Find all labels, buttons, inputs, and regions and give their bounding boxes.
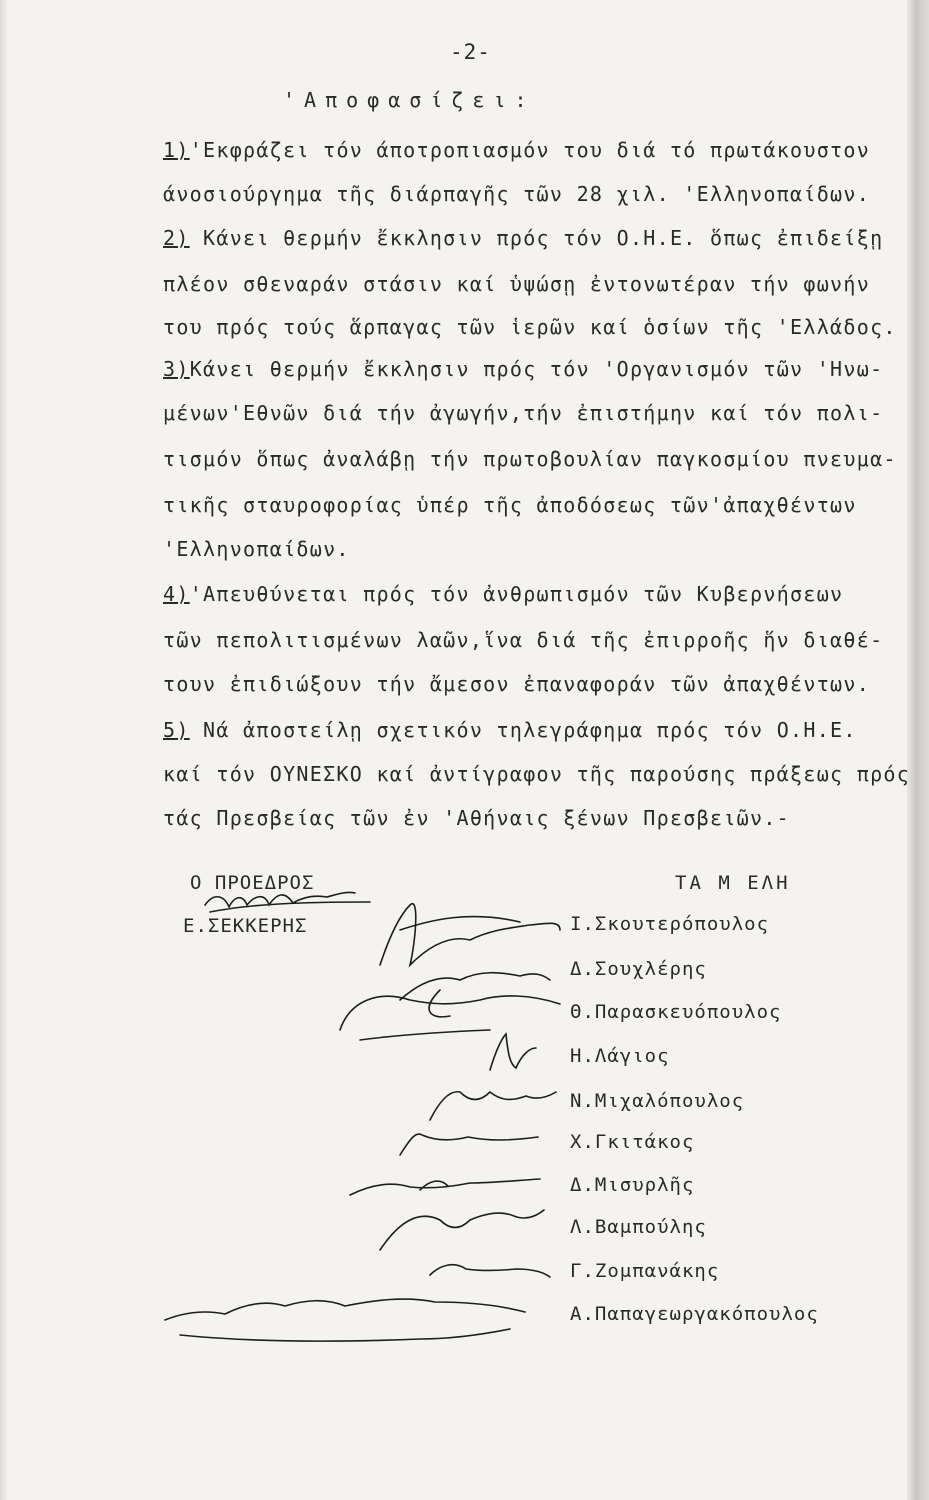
signature-michalopoulos	[430, 1092, 556, 1120]
signature-misyrlis	[350, 1179, 540, 1195]
page-edge-left	[0, 0, 8, 1500]
signature-vampoulis	[380, 1210, 544, 1250]
member-name: Η.Λάγιος	[570, 1045, 670, 1067]
body-line	[163, 718, 857, 742]
member-name: Χ.Γκιτάκος	[570, 1131, 695, 1153]
body-line	[163, 357, 883, 381]
member-name: Ν.Μιχαλόπουλος	[570, 1090, 745, 1112]
line-text: πλέον σθεναράν στάσιν καί ὑψώσῃ ἐντονωτέραν τήν φωνήν	[163, 272, 871, 296]
line-text: καί τόν ΟΥΝΕΣΚΟ καί ἀντίγραφον τῆς παρούσης πράξεως πρός	[163, 762, 911, 786]
body-line	[163, 272, 870, 296]
signature-president	[205, 892, 370, 912]
signature-skouteropoulos	[380, 904, 560, 965]
signature-papageorgakopoulos	[165, 1299, 525, 1341]
member-name: Θ.Παρασκευόπουλος	[570, 1001, 782, 1023]
president-title: Ο ΠΡΟΕΔΡΟΣ	[190, 872, 315, 894]
body-line	[163, 672, 870, 696]
line-text: 'Απευθύνεται πρός τόν ἀνθρωπισμόν τῶν Κυβερνήσεων	[189, 582, 844, 606]
member-name: Δ.Σουχλέρης	[570, 958, 707, 980]
page-edge-right	[907, 0, 929, 1500]
body-line	[163, 226, 883, 250]
line-text: Νά ἀποστείλῃ σχετικόν τηλεγράφημα πρός τόν Ο.Η.Ε.	[189, 718, 857, 742]
body-line	[163, 537, 350, 561]
line-text: τισμόν ὅπως ἀναλάβῃ τήν πρωτοβουλίαν παγκοσμίου πνευμα-	[163, 447, 897, 471]
line-text: 'Εκφράζει τόν άποτροπιασμόν του διά τό πρωτάκουστον	[189, 138, 871, 162]
line-text: μένων'Εθνῶν διά τήν ἀγωγήν,τήν ἐπιστήμην καί τόν πολι-	[163, 401, 884, 425]
president-name: Ε.ΣΕΚΚΕΡΗΣ	[183, 915, 308, 937]
signature-souchleris	[400, 973, 550, 1017]
body-line	[163, 401, 883, 425]
line-text: Κάνει θερμήν ἔκκλησιν πρός τόν Ο.Η.Ε. ὅπως ἐπιδείξῃ	[189, 226, 884, 250]
body-line	[163, 493, 857, 517]
line-text: 'Ελληνοπαίδων.	[163, 537, 350, 561]
decision-heading: 'Αποφασίζει:	[283, 88, 536, 112]
line-text: άνοσιούργημα τῆς διάρπαγῆς τῶν 28 χιλ. 'Ελληνοπαίδων.	[163, 182, 871, 206]
member-name: Δ.Μισυρλῆς	[570, 1174, 695, 1196]
body-line	[163, 447, 897, 471]
item-number: 4)	[163, 582, 190, 606]
body-line	[163, 582, 843, 606]
signature-zompanakis	[430, 1265, 550, 1277]
line-text: τάς Πρεσβείας τῶν ἐν 'Αθήναις ξένων Πρεσβειῶν.-	[163, 806, 791, 830]
item-number: 2)	[163, 226, 190, 250]
signature-gkitakos	[400, 1134, 538, 1155]
line-text: Κάνει θερμήν ἔκκλησιν πρός τόν 'Οργανισμόν τῶν 'Ηνω-	[189, 357, 884, 381]
body-line	[163, 138, 870, 162]
body-line	[163, 628, 883, 652]
page-number: -2-	[450, 40, 491, 64]
body-line	[163, 806, 790, 830]
signature-paraskevopoulos	[340, 996, 560, 1040]
line-text: τουν ἐπιδιώξουν τήν ἄμεσον ἐπαναφοράν τῶν ἀπαχθέντων.	[163, 672, 871, 696]
member-name: Γ.Ζομπανάκης	[570, 1260, 720, 1282]
member-name: Ι.Σκουτερόπουλος	[570, 913, 770, 935]
body-line	[163, 182, 870, 206]
member-name: Α.Παπαγεωργακόπουλος	[570, 1303, 819, 1325]
item-number: 5)	[163, 718, 190, 742]
body-line	[163, 315, 897, 339]
item-number: 1)	[163, 138, 190, 162]
line-text: του πρός τούς ἅρπαγας τῶν ἱερῶν καί ὁσίων τῆς 'Ελλάδος.	[163, 315, 897, 339]
item-number: 3)	[163, 357, 190, 381]
signature-lagios	[490, 1034, 536, 1070]
body-line	[163, 762, 910, 786]
members-title: ΤΑ Μ ΕΛΗ	[675, 872, 791, 894]
member-name: Λ.Βαμπούλης	[570, 1216, 707, 1238]
line-text: τικῆς σταυροφορίας ὑπέρ τῆς ἀποδόσεως τῶν'ἀπαχθέντων	[163, 493, 857, 517]
line-text: τῶν πεπολιτισμένων λαῶν,ἵνα διά τῆς ἐπιρροῆς ἥν διαθέ-	[163, 628, 884, 652]
